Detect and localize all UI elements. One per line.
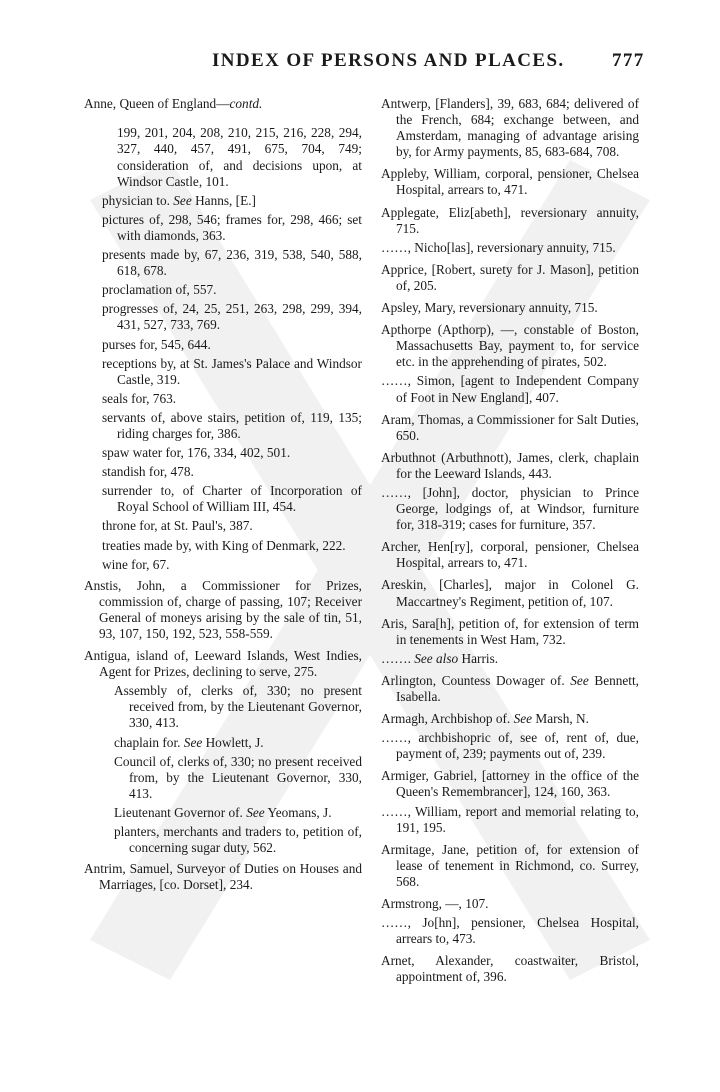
index-entry-antwerp: Antwerp, [Flanders], 39, 683, 684; delivered of the French, 684; exchange between, and Amsterdam, managing of advantage arising by, for Army payments, 85, 683-684, 708. — [381, 96, 639, 160]
subentry-council: Council of, clerks of, 330; no present received from, by the Lieutenant Governor, 330, 413. — [114, 753, 362, 801]
index-entry-aris-see-also: ……. See also Harris. — [381, 650, 499, 666]
index-entry-arbuthnot-john: ……, [John], doctor, physician to Prince George, lodgings of, at Windsor, furniture for, 318-319; cases for furniture, 357. — [381, 484, 639, 533]
index-entry-armiger: Armiger, Gabriel, [attorney in the office of the Queen's Remembrancer], 124, 160, 363. — [381, 768, 639, 800]
subentry-proclamation: proclamation of, 557. — [102, 282, 217, 298]
index-entry-armiger-william: ……, William, report and memorial relating to, 191, 195. — [381, 803, 639, 835]
index-entry-armitage: Armitage, Jane, petition of, for extension of lease of tenement in Richmond, co. Surrey, 568. — [381, 841, 639, 889]
index-entry-anstis: Anstis, John, a Commissioner for Prizes, commission of, charge of passing, 107; Receiver General of moneys arising by the sale of tin, 51, 93, 107, 150, 192, 523, 558-559. — [84, 577, 362, 642]
subentry-spaw-water: spaw water for, 176, 334, 402, 501. — [102, 445, 291, 461]
page-header — [0, 50, 720, 80]
left-column — [84, 96, 362, 899]
subentry-treaties: treaties made by, with King of Denmark, 222. — [102, 537, 346, 553]
index-entry-armstrong-john: ……, Jo[hn], pensioner, Chelsea Hospital, arrears to, 473. — [381, 915, 639, 947]
subentry-wine: wine for, 67. — [102, 556, 170, 572]
subentry-pictures: pictures of, 298, 546; frames for, 298, 466; set with diamonds, 363. — [102, 211, 362, 243]
index-entry-apthorpe-simon: ……, Simon, [agent to Independent Company of Foot in New England], 407. — [381, 373, 639, 405]
subentry-presents: presents made by, 67, 236, 319, 538, 540, 588, 618, 678. — [102, 247, 362, 279]
index-entry-applegate-nicholas: ……, Nicho[las], reversionary annuity, 715. — [381, 239, 616, 255]
subentry-physician: physician to. See Hanns, [E.] — [102, 192, 256, 208]
subentry-planters: planters, merchants and traders to, petition of, concerning sugar duty, 562. — [114, 824, 362, 856]
index-entry-apthorpe: Apthorpe (Apthorp), —, constable of Boston, Massachusetts Bay, payment to, for service etc. in the apprehending of pirates, 502. — [381, 322, 639, 370]
index-entry-appleby: Appleby, William, corporal, pensioner, Chelsea Hospital, arrears to, 471. — [381, 166, 639, 198]
index-entry-applegate: Applegate, Eliz[abeth], reversionary annuity, 715. — [381, 204, 639, 236]
index-entry-aram: Aram, Thomas, a Commissioner for Salt Duties, 650. — [381, 411, 639, 443]
index-entry-antigua: Antigua, island of, Leeward Islands, West Indies, Agent for Prizes, declining to serve, 275. — [84, 648, 362, 680]
subentry-lieutenant-governor: Lieutenant Governor of. See Yeomans, J. — [114, 804, 332, 820]
subentry-throne: throne for, at St. Paul's, 387. — [102, 518, 253, 534]
index-entry-arlington: Arlington, Countess Dowager of. See Bennett, Isabella. — [381, 672, 640, 704]
subentry-standish: standish for, 478. — [102, 464, 194, 480]
page-number: 777 — [612, 50, 645, 71]
page-title: INDEX OF PERSONS AND PLACES. — [212, 50, 565, 71]
index-entry-arbuthnot: Arbuthnot (Arbuthnott), James, clerk, chaplain for the Leeward Islands, 443. — [381, 449, 639, 481]
index-entry-anne: Anne, Queen of England—contd. — [84, 96, 263, 111]
subentry-assembly: Assembly of, clerks of, 330; no present received from, by the Lieutenant Governor, 330, 413. — [114, 683, 362, 731]
index-entry-apsley: Apsley, Mary, reversionary annuity, 715. — [381, 300, 598, 316]
subentry-receptions: receptions by, at St. James's Palace and Windsor Castle, 319. — [102, 355, 362, 387]
index-entry-armagh: Armagh, Archbishop of. See Marsh, N. — [381, 711, 589, 727]
index-entry-anne-cont: 199, 201, 204, 208, 210, 215, 216, 228, 294, 327, 440, 457, 491, 675, 704, 749; consideration of, and decisions upon, at Windsor Castle, 101. — [117, 125, 362, 189]
index-entry-armstrong: Armstrong, —, 107. — [381, 896, 489, 912]
index-entry-areskin: Areskin, [Charles], major in Colonel G. Maccartney's Regiment, petition of, 107. — [381, 577, 639, 609]
index-entry-armagh-archbishopric: ……, archbishopric of, see of, rent of, due, payment of, 239; payments out of, 239. — [381, 730, 639, 762]
subentry-surrender: surrender to, of Charter of Incorporation of Royal School of William III, 454. — [102, 483, 362, 515]
subentry-progresses: progresses of, 24, 25, 251, 263, 298, 299, 394, 431, 527, 733, 769. — [102, 301, 362, 333]
index-entry-arnet: Arnet, Alexander, coastwaiter, Bristol, appointment of, 396. — [381, 953, 639, 985]
index-entry-apprice: Apprice, [Robert, surety for J. Mason], petition of, 205. — [381, 261, 639, 293]
subentry-servants: servants of, above stairs, petition of, 119, 135; riding charges for, 386. — [102, 409, 362, 441]
index-entry-antrim: Antrim, Samuel, Surveyor of Duties on Houses and Marriages, [co. Dorset], 234. — [84, 861, 362, 893]
index-entry-archer: Archer, Hen[ry], corporal, pensioner, Chelsea Hospital, arrears to, 471. — [381, 539, 639, 571]
subentry-chaplain: chaplain for. See Howlett, J. — [114, 734, 264, 750]
subentry-purses: purses for, 545, 644. — [102, 336, 211, 352]
right-column — [381, 96, 639, 992]
subentry-seals: seals for, 763. — [102, 390, 177, 406]
index-entry-aris: Aris, Sara[h], petition of, for extension of term in tenements in West Ham, 732. — [381, 615, 639, 647]
